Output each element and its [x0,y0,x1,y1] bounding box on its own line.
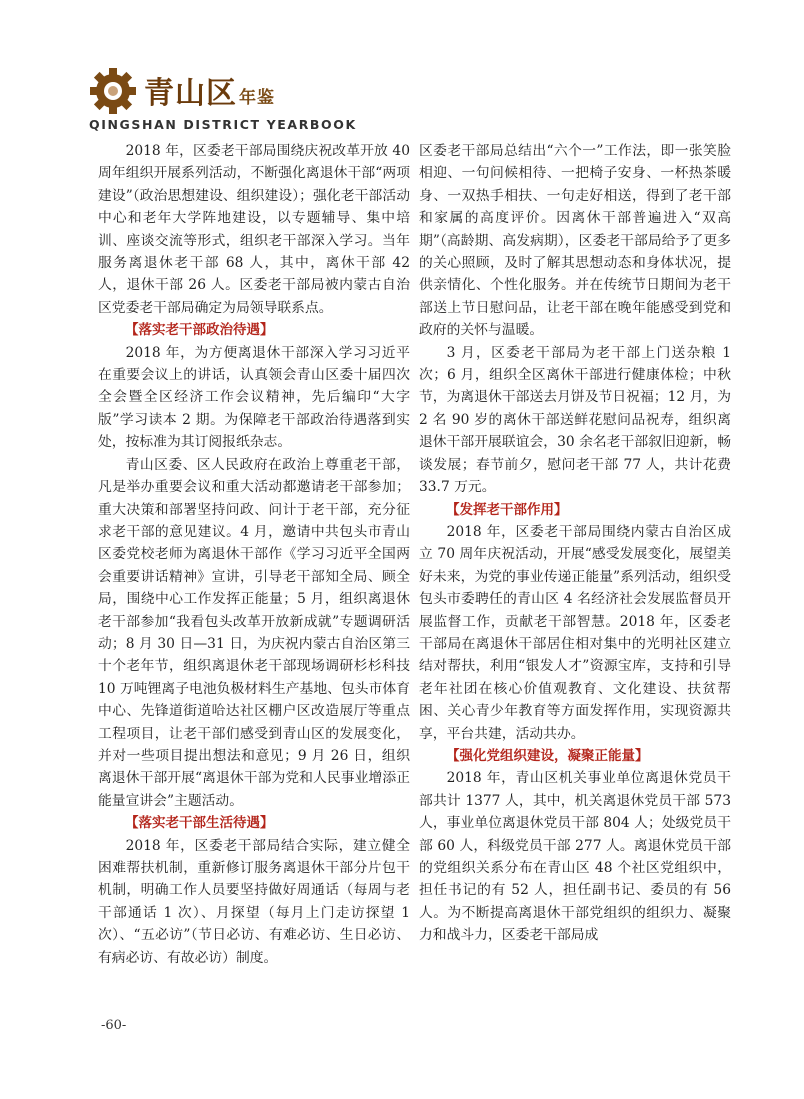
paragraph: 2018 年，区委老干部局结合实际，建立健全困难帮扶机制，重新修订服务离退休干部分片包干机制，明确工作人员要坚持做好周通话（每周与老干部通话 1 次）、月探望（每月上门走访探望 1 次）、“五必访”（节日必访、有难必访、生日必访、有病必访、有故必访）制度。 [98,837,410,966]
yearbook-title [144,68,275,112]
gear-logo-icon [88,66,138,116]
paragraph: 3 月，区委老干部局为老干部上门送杂粮 1 次；6 月，组织全区离休干部进行健康体检；中秋节，为离退休干部送去月饼及节日祝福；12 月，为 2 名 90 岁的离休干部送鲜花慰问品祝寿，组织离退休干部开展联谊会，30 余名老干部叙旧迎新，畅谈发展；春节前夕，慰问老干部 77 人，共计花费 33.7 万元。 [419,344,731,496]
section-heading: 【落实老干部生活待遇】 [125,815,274,832]
right-column [419,140,731,947]
page-number: -60- [101,1018,127,1033]
section-heading: 【强化党组织建设，凝聚正能量】 [446,747,649,764]
yearbook-header [88,62,418,124]
paragraph: 2018 年，区委老干部局围绕庆祝改革开放 40 周年组织开展系列活动，不断强化离退休干部“两项建设”（政治思想建设、组织建设）；强化老干部活动中心和老年大学阵地建设，以专题辅导、集中培训、座谈交流等形式，组织老干部深入学习。当年服务离退休老干部 68 人，其中，离休干部 42 人，退休干部 26 人。区委老干部局被内蒙古自治区党委老干部局确定为局领导联系点。 [98,143,410,316]
section-heading: 【落实老干部政治待遇】 [125,322,274,339]
paragraph: 2018 年，区委老干部局围绕内蒙古自治区成立 70 周年庆祝活动，开展“感受发展变化，展望美好未来，为党的事业传递正能量”系列活动，组织受包头市委聘任的青山区 4 名经济社会发展监督员开展监督工作，贡献老干部智慧。2018 年，区委老干部局在离退休干部居住相对集中的光明社区建立结对帮扶，利用“银发人才”资源宝库，支持和引导老年社团在核心价值观教育、文化建设、扶贫帮困、关心青少年教育等方面发挥作用，实现资源共享，平台共建，活动共办。 [419,523,731,742]
left-column [98,140,410,969]
paragraph: 2018 年，为方便离退休干部深入学习习近平在重要会议上的讲话，认真领会青山区委十届四次全会暨全区经济工作会议精神，先后编印“大字版”学习读本 2 期。为保障老干部政治待遇落到实处，按标准为其订阅报纸杂志。 [98,344,410,451]
paragraph: 青山区委、区人民政府在政治上尊重老干部，凡是举办重要会议和重大活动都邀请老干部参加；重大决策和部署坚持问政、问计于老干部，充分征求老干部的意见建议。4 月，邀请中共包头市青山区委党校老师为离退休干部作《学习习近平全国两会重要讲话精神》宣讲，引导老干部知全局、顾全局，围绕中心工作发挥正能量；5 月，组织离退休老干部参加“我看包头改革开放新成就”专题调研活动；8 月 30 日—31 日，为庆祝内蒙古自治区第三十个老年节，组织离退休老干部现场调研杉杉科技 10 万吨锂离子电池负极材料生产基地、包头市体育中心、先锋道街道哈达社区棚户区改造展厅等重点工程项目，让老干部们感受到青山区的发展变化，并对一些项目提出想法和意见；9 月 26 日，组织离退休干部开展“离退休干部为党和人民事业增添正能量宣讲会”主题活动。 [98,456,410,809]
yearbook-title-sub: 年鉴 [239,88,275,108]
paragraph: 区委老干部局总结出“六个一”工作法，即一张笑脸相迎、一句问候相待、一把椅子安身、一杯热茶暖身、一双热手相扶、一句走好相送，得到了老干部和家属的高度评价。因离休干部普遍进入“双高期”（高龄期、高发病期），区委老干部局给予了更多的关心照顾，及时了解其思想动态和身体状况，提供亲情化、个性化服务。并在传统节日期间为老干部送上节日慰问品，让老干部在晚年能感受到党和政府的关怀与温暖。 [419,143,731,339]
section-heading: 【发挥老干部作用】 [446,501,568,518]
paragraph: 2018 年，青山区机关事业单位离退休党员干部共计 1377 人，其中，机关离退休党员干部 573 人，事业单位离退休党员干部 804 人；处级党员干部 60 人，科级党员干部 277 人。离退休党员干部的党组织关系分布在青山区 48 个社区党组织中，担任书记的有 52 人，担任副书记、委员的有 56 人。为不断提高离退休干部党组织的组织力、凝聚力和战斗力，区委老干部局成 [419,770,731,944]
yearbook-title-main: 青山区 [144,76,237,111]
yearbook-english-title: QINGSHAN DISTRICT YEARBOOK [89,117,357,132]
